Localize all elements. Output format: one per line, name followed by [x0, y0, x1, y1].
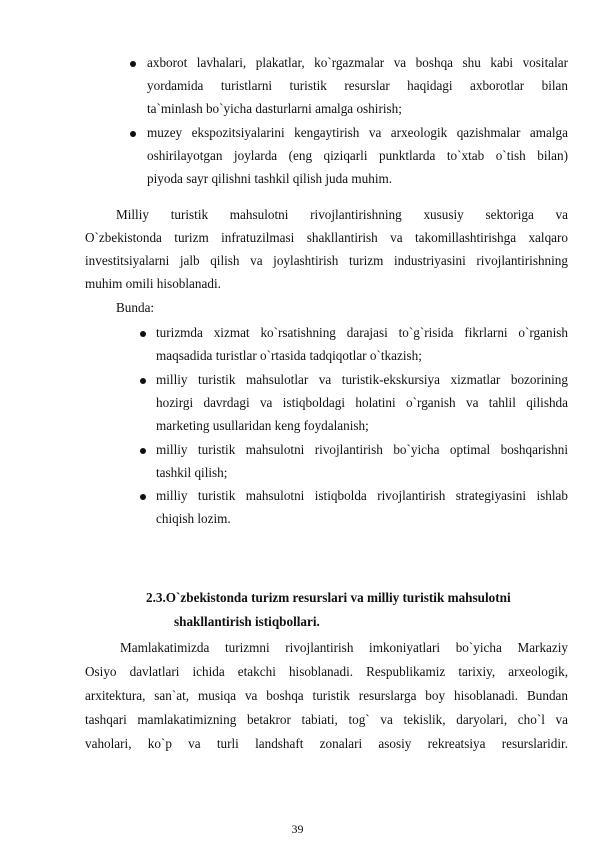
text-line: milliy turistik mahsulotni rivojlantirish bo`yicha optimal boshqarishni — [156, 442, 568, 457]
text-line: hozirgi davrdagi va istiqboldagi holatini o`rganish va tahlil qilishda — [156, 395, 568, 411]
text-line: marketing usullaridan keng foydalanish; — [156, 418, 369, 434]
bullet-icon — [140, 331, 146, 337]
page-number: 39 — [291, 822, 304, 836]
text-line: milliy turistik mahsulotni istiqbolda rivojlantirish strategiyasini ishlab — [156, 488, 568, 503]
bullet-item-management — [156, 438, 568, 484]
bullet-icon — [140, 378, 146, 384]
bullet-icon — [140, 494, 146, 500]
bullet-item-marketing — [156, 368, 568, 438]
bullet-icon — [140, 448, 146, 454]
text-line: turizmda xizmat ko`rsatishning darajasi to`g`risida fikrlarni o`rganish — [156, 325, 568, 340]
text-line: tashqari mamlakatimizning betakror tabiati, tog` va tekislik, daryolari, cho`l va — [85, 712, 568, 727]
bullet-item-museum-expositions — [147, 121, 568, 191]
text-line: yordamida turistlarni turistik resurslar haqidagi axborotlar bilan — [147, 78, 568, 94]
text-line: Mamlakatimizda turizmni rivojlantirish imkoniyatlari bo`yicha Markaziy — [120, 640, 568, 655]
text-line: arxitektura, san`at, musiqa va boshqa turistik resurslarga boy hisoblanadi. Bundan — [85, 688, 568, 703]
text-line: Milliy turistik mahsulotni rivojlantirishning xususiy sektoriga va — [116, 207, 568, 222]
bullet-item-research — [156, 321, 568, 367]
paragraph-first-line — [120, 636, 568, 659]
text-line: piyoda sayr qilishni tashkil qilish juda muhim. — [147, 171, 393, 187]
text-line: ta`minlash bo`yicha dasturlarni amalga oshirish; — [147, 101, 402, 117]
text-line: vaholari, ko`p va turli landshaft zonalari asosiy rekreatsiya resurslaridir. — [85, 736, 568, 751]
paragraph-body — [85, 226, 568, 296]
text-line: Osiyo davlatlari ichida etakchi hisoblanadi. Respublikamiz tarixiy, arxeologik, — [85, 664, 568, 679]
text-line: oshirilayotgan joylarda (eng qiziqarli punktlarda to`xtab o`tish bilan) — [147, 148, 568, 164]
bullet-item-info-boards — [147, 51, 568, 121]
text-line: maqsadida turistlar o`rtasida tadqiqotlar o`tkazish; — [156, 348, 422, 364]
text-line: tashkil qilish; — [156, 465, 228, 481]
bullet-icon — [130, 61, 136, 67]
text-line: muhim omili hisoblanadi. — [85, 276, 221, 292]
text-line: muzey ekspozitsiyalarini kengaytirish va arxeologik qazishmalar amalga — [147, 125, 568, 140]
bullet-item-strategy — [156, 484, 568, 530]
paragraph-first-line — [116, 203, 568, 226]
text-line: chiqish lozim. — [156, 511, 231, 527]
text-line: O`zbekistonda turizm infratuzilmasi shakllantirish va takomillashtirishga xalqaro — [85, 230, 568, 245]
text-line: milliy turistik mahsulotlar va turistik-ekskursiya xizmatlar bozorining — [156, 372, 568, 387]
section-heading-line-1: 2.3.O`zbekistonda turizm resurslari va milliy turistik mahsulotni — [146, 590, 511, 605]
text-line: investitsiyalarni jalb qilish va joylashtirish turizm industriyasini rivojlantirishning — [85, 253, 568, 269]
bullet-icon — [130, 131, 136, 137]
paragraph-body — [85, 660, 568, 756]
section-heading-line-2: shakllantirish istiqbollari. — [174, 614, 320, 629]
text-line: axborot lavhalari, plakatlar, ko`rgazmalar va boshqa shu kabi vositalar — [147, 55, 568, 70]
bunda-label: Bunda: — [116, 300, 155, 315]
